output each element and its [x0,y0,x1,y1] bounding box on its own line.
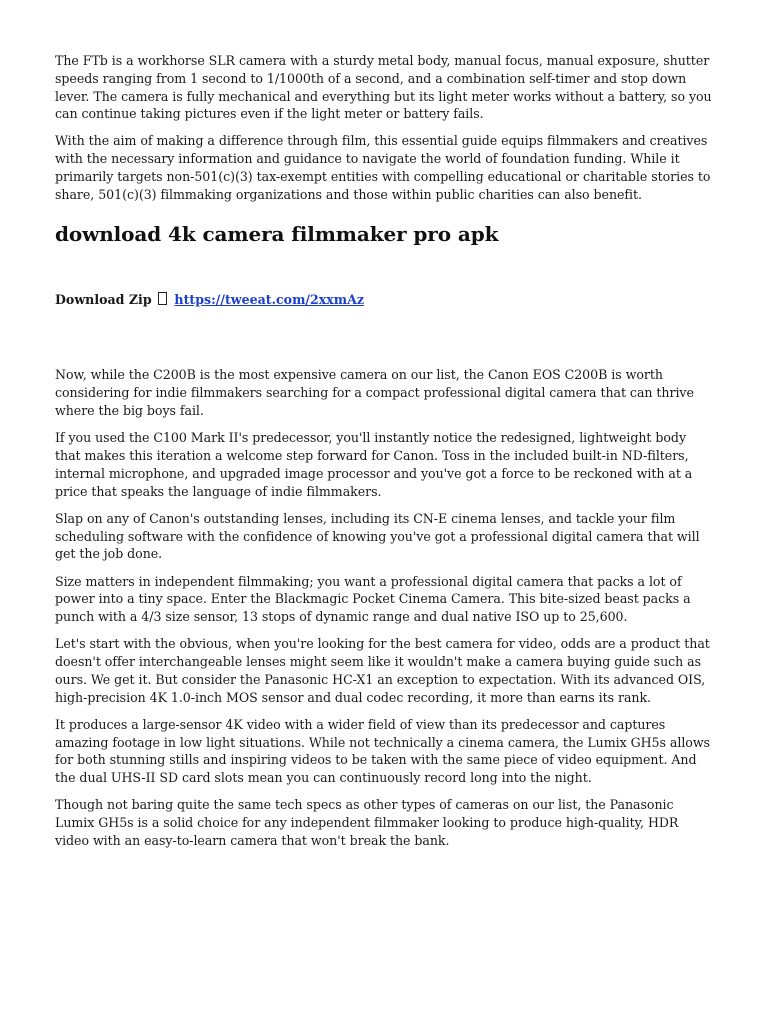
download-label: Download Zip [55,292,152,308]
download-line [55,291,715,308]
body-paragraph: Though not baring quite the same tech specs as other types of cameras on our list, the Panasonic Lumix GH5s is a solid choice for any independent filmmaker looking to produce high-quality, HDR video with an easy-to-learn camera that won't break the bank. [55,797,679,849]
body-paragraph: If you used the C100 Mark II's predecessor, you'll instantly notice the redesigned, lightweight body that makes this iteration a welcome step forward for Canon. Toss in the included built-in ND-filters, internal microphone, and upgraded image processor and you've got a force to be reckoned with at a price that speaks the language of indie filmmakers. [55,430,693,499]
download-link[interactable]: https://tweeat.com/2xxmAz [174,292,365,308]
body-paragraph: It produces a large-sensor 4K video with a wider field of view than its predecessor and captures amazing footage in low light situations. While not technically a cinema camera, the Lumix GH5s allows for both stunning stills and inspiring videos to be taken with the same piece of video equipment. And the dual UHS-II SD card slots mean you can continuously record long into the night. [55,716,710,786]
body-paragraph: Size matters in independent filmmaking; you want a professional digital camera that packs a lot of power into a tiny space. Enter the Blackmagic Pocket Cinema Camera. This bite-sized beast packs a punch with a 4/3 size sensor, 13 stops of dynamic range and dual native ISO up to 25,600. [55,573,691,625]
section-heading: download 4k camera filmmaker pro apk [55,222,499,247]
intro-paragraph-1: The FTb is a workhorse SLR camera with a sturdy metal body, manual focus, manual exposure, shutter speeds ranging from 1 second to 1/1000th of a second, and a combination self-timer and stop down lever. The camera is fully mechanical and everything but its light meter works without a battery, so you can continue taking pictures even if the light meter or battery fails. [55,53,712,122]
document-page [55,52,715,859]
intro-paragraph-2: With the aim of making a difference through film, this essential guide equips filmmakers and creatives with the necessary information and guidance to navigate the world of foundation funding. While it primarily targets non-501(c)(3) tax-exempt entities with compelling educational or charitable stories to share, 501(c)(3) filmmaking organizations and those within public charities can also benefit. [55,133,711,202]
arrow-placeholder-icon [158,292,167,305]
body-paragraph: Now, while the C200B is the most expensive camera on our list, the Canon EOS C200B is worth considering for indie filmmakers searching for a compact professional digital camera that can thrive where the big boys fail. [55,367,694,418]
body-paragraph: Let's start with the obvious, when you're looking for the best camera for video, odds are a product that doesn't offer interchangeable lenses might seem like it wouldn't make a camera buying guide such as ours. We get it. But consider the Panasonic HC-X1 an exception to expectation. With its advanced OIS, high-precision 4K 1.0-inch MOS sensor and dual codec recording, it more than earns its rank. [55,636,710,705]
article-body [55,366,715,849]
body-paragraph: Slap on any of Canon's outstanding lenses, including its CN-E cinema lenses, and tackle your film scheduling software with the confidence of knowing you've got a professional digital camera that will get the job done. [55,510,700,562]
